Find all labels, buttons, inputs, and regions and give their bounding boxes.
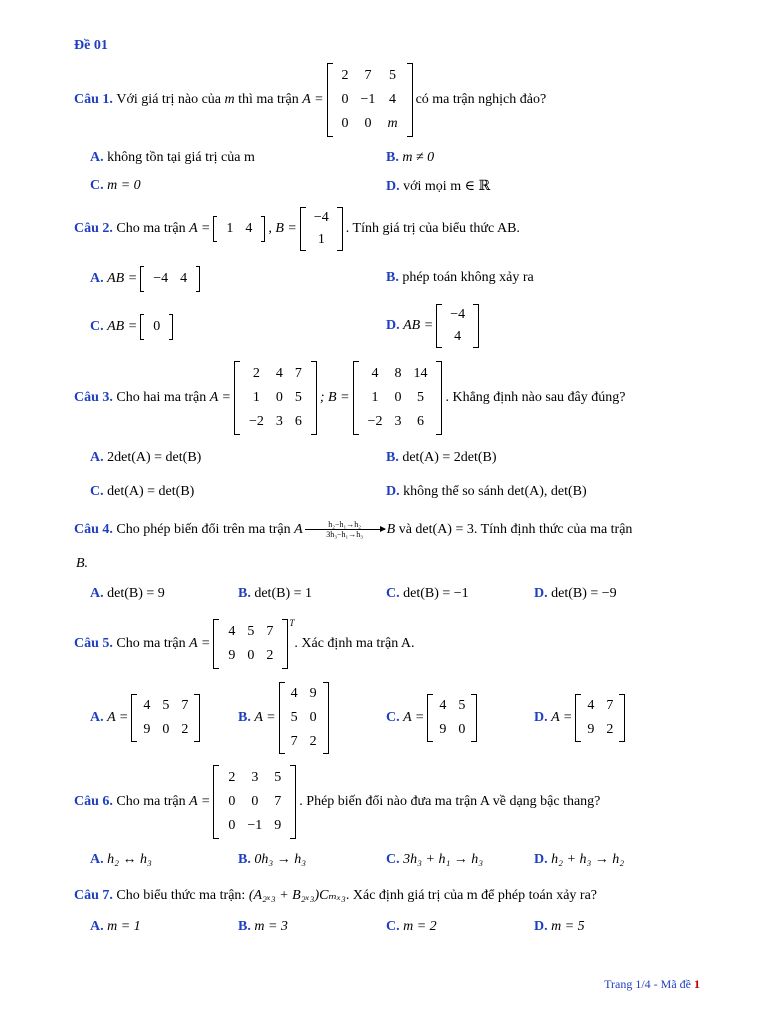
option-d[interactable]: D. với mọi m ∈ ℝ: [386, 178, 491, 194]
option-a[interactable]: A. không tồn tại giá trị của m: [90, 150, 255, 165]
question-4-cont: B.: [76, 556, 89, 571]
option-b[interactable]: B. det(B) = 1: [238, 586, 313, 601]
matrix-A: 1 4: [213, 216, 265, 242]
option-b[interactable]: B. det(A) = 2det(B): [386, 450, 497, 465]
matrix-expression: (A₂ₓ₃ + B₂ₓ₃)Cₘₓ₃: [248, 888, 346, 903]
option-d[interactable]: D. det(B) = −9: [534, 586, 617, 601]
option-c[interactable]: C. A = 4 5 9 0: [386, 692, 480, 744]
option-a[interactable]: A. 2det(A) = det(B): [90, 450, 202, 465]
option-d[interactable]: D. A = 4 7 9 2: [534, 692, 628, 744]
exam-title: Đề 01: [74, 38, 108, 53]
option-b[interactable]: B. 0h₃ → h₃: [238, 852, 307, 867]
page-footer: Trang 1/4 - Mã đề 1: [604, 977, 700, 991]
option-c[interactable]: C. 3h₃ + h₁ → h₃: [386, 852, 484, 867]
question-5: Câu 5. Cho ma trận A = 4 5 7 9 0 2 $^T$ . Xác định ma trận A.: [74, 618, 415, 670]
option-a[interactable]: A. AB = −4 4: [90, 266, 203, 292]
matrix-B: 4 8 14 1 0 5 −2 3 6: [353, 361, 443, 435]
option-a[interactable]: A. h₂ ↔ h₃: [90, 852, 152, 867]
option-c[interactable]: C. det(A) = det(B): [90, 484, 195, 499]
option-d[interactable]: D. m = 5: [534, 919, 585, 934]
question-1: [74, 62, 546, 138]
option-d[interactable]: D. không thể so sánh det(A), det(B): [386, 484, 587, 499]
option-a[interactable]: A. det(B) = 9: [90, 586, 165, 601]
option-c[interactable]: C. m = 0: [90, 178, 141, 193]
option-b[interactable]: B. m ≠ 0: [386, 150, 435, 165]
variable-m: m: [224, 92, 235, 107]
question-text: Với giá trị nào của: [116, 92, 221, 107]
question-label: Câu 1.: [74, 92, 113, 107]
option-c[interactable]: C. m = 2: [386, 919, 437, 934]
matrix-A: 4 5 7 9 0 2: [213, 619, 288, 669]
matrix-name: A =: [302, 92, 324, 107]
question-7: Câu 7. Cho biểu thức ma trận: (A₂ₓ₃ + B₂ₓ₃)Cₘₓ₃ . Xác định giá trị của m để phép toán xảy ra?: [74, 887, 598, 903]
row-operation-arrow: h₂−h₁→h₂ 3h₃−h₁→h₃: [305, 520, 385, 539]
option-b[interactable]: B. A = 4 9 5 0 7 2: [238, 680, 332, 756]
question-3: Câu 3. Cho hai ma trận A = 2 4 7 1 0 5 −2 3 6 ; B = 4 8 14 1 0 5 −2 3 6 . Khẳng định nào sau đây đúng?: [74, 360, 625, 436]
matrix-A: 2 7 5 0 −1 4 0 0 m: [327, 63, 413, 137]
matrix-A: 2 4 7 1 0 5 −2 3 6: [234, 361, 317, 435]
question-text: thì ma trận: [238, 92, 299, 107]
matrix-B: −4 1: [300, 207, 343, 251]
question-text: có ma trận nghịch đảo?: [415, 92, 547, 107]
matrix-A: 2 3 5 0 0 7 0 −1 9: [213, 765, 296, 839]
option-d[interactable]: D. h₂ + h₃ → h₂: [534, 852, 625, 867]
question-2: Câu 2. Cho ma trận A = 1 4 , B = −4 1 . Tính giá trị của biểu thức AB.: [74, 204, 520, 254]
question-4: Câu 4. Cho phép biến đổi trên ma trận A h₂−h₁→h₂ 3h₃−h₁→h₃ B và det(A) = 3. Tính định thức của ma trận: [74, 520, 633, 539]
exam-code: 1: [694, 977, 700, 991]
option-c[interactable]: C. AB = 0: [90, 314, 176, 340]
question-6: Câu 6. Cho ma trận A = 2 3 5 0 0 7 0 −1 9 . Phép biến đổi nào đưa ma trận A về dạng bậc thang?: [74, 764, 600, 840]
option-b[interactable]: B. m = 3: [238, 919, 288, 934]
option-a[interactable]: A. m = 1: [90, 919, 141, 934]
option-d[interactable]: D. AB = −4 4: [386, 302, 482, 350]
option-a[interactable]: A. A = 4 5 7 9 0 2: [90, 692, 203, 744]
option-b[interactable]: B. phép toán không xảy ra: [386, 270, 534, 285]
option-c[interactable]: C. det(B) = −1: [386, 586, 469, 601]
